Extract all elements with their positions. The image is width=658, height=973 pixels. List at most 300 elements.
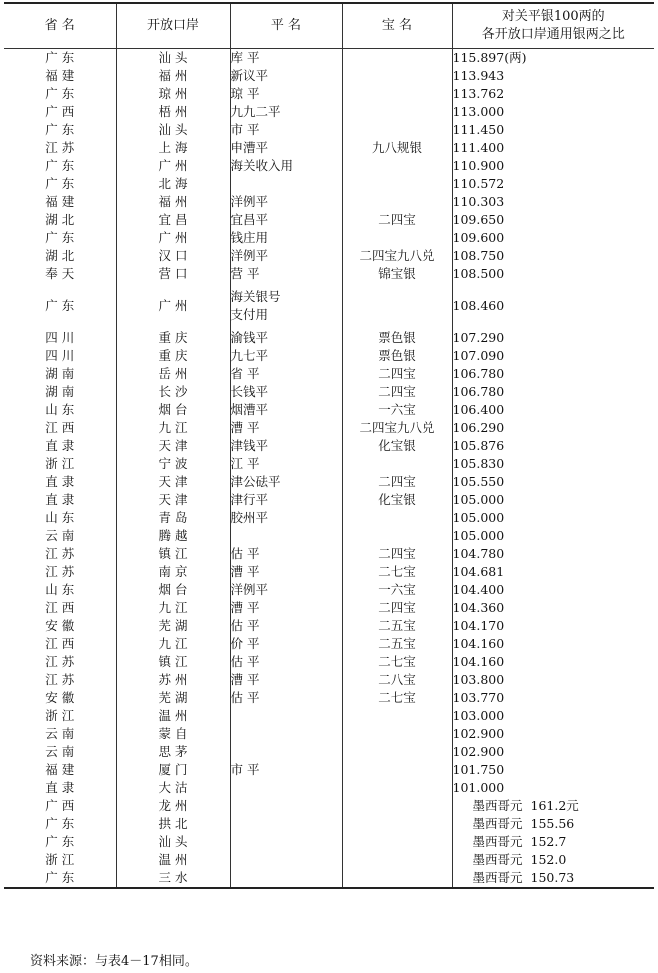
province-text: 云 南 xyxy=(45,744,75,759)
bao-cell xyxy=(342,193,452,211)
table-row xyxy=(4,635,654,653)
ping-cell xyxy=(230,103,342,121)
table-row xyxy=(4,455,654,473)
bao-cell xyxy=(342,509,452,527)
province-text: 湖 北 xyxy=(45,212,75,227)
ping-cell xyxy=(230,347,342,365)
header-ping: 平 名 xyxy=(230,3,342,49)
province-text: 福 建 xyxy=(45,194,75,209)
header-ratio-line1: 对关平银100两的 xyxy=(501,9,605,24)
ping-cell xyxy=(230,797,342,815)
table-row xyxy=(4,85,654,103)
province-cell xyxy=(4,671,116,689)
port-cell xyxy=(116,329,230,347)
table-row xyxy=(4,49,654,68)
province-cell xyxy=(4,283,116,329)
province-text: 云 南 xyxy=(45,726,75,741)
province-text: 福 建 xyxy=(45,68,75,83)
ratio-value-cell: 108.460 xyxy=(452,283,654,329)
province-cell xyxy=(4,211,116,229)
port-text: 九 江 xyxy=(158,420,188,435)
table-row xyxy=(4,779,654,797)
bao-cell: 票色银 xyxy=(342,329,452,347)
port-cell xyxy=(116,707,230,725)
ping-cell xyxy=(230,851,342,869)
port-text: 营 口 xyxy=(158,266,188,281)
bao-cell: 二四宝 xyxy=(342,545,452,563)
province-text: 广 东 xyxy=(45,86,75,101)
port-cell xyxy=(116,491,230,509)
port-cell xyxy=(116,743,230,761)
province-cell xyxy=(4,103,116,121)
table-row xyxy=(4,67,654,85)
province-cell xyxy=(4,121,116,139)
port-text: 北 海 xyxy=(158,176,188,191)
province-cell xyxy=(4,599,116,617)
province-text: 江 西 xyxy=(45,600,75,615)
ratio-value: 152.0 xyxy=(530,852,567,867)
header-province: 省 名 xyxy=(4,3,116,49)
province-text: 广 东 xyxy=(45,870,75,885)
bao-cell: 二七宝 xyxy=(342,689,452,707)
port-text: 大 沽 xyxy=(158,780,188,795)
bao-cell: 二八宝 xyxy=(342,671,452,689)
bao-cell xyxy=(342,49,452,68)
ping-cell xyxy=(230,401,342,419)
province-text: 广 东 xyxy=(45,176,75,191)
ratio-value: 152.7 xyxy=(530,834,567,849)
bao-cell: 锦宝银 xyxy=(342,265,452,283)
province-cell xyxy=(4,563,116,581)
province-cell xyxy=(4,67,116,85)
ratio-value-cell: 110.572 xyxy=(452,175,654,193)
province-text: 四 川 xyxy=(45,330,75,345)
ping-cell xyxy=(230,599,342,617)
ping-cell xyxy=(230,491,342,509)
province-cell xyxy=(4,797,116,815)
ping-cell xyxy=(230,329,342,347)
port-text: 广 州 xyxy=(158,230,188,245)
ratio-value-cell: 109.650 xyxy=(452,211,654,229)
province-text: 广 东 xyxy=(45,816,75,831)
port-cell xyxy=(116,833,230,851)
table-row xyxy=(4,509,654,527)
ping-cell xyxy=(230,85,342,103)
bao-cell: 二四宝 xyxy=(342,365,452,383)
table-row xyxy=(4,725,654,743)
ping-text: 九七平 xyxy=(230,348,269,363)
table-body xyxy=(4,49,654,889)
port-text: 天 津 xyxy=(158,438,188,453)
table-row xyxy=(4,869,654,888)
ping-text: 新议平 xyxy=(230,68,269,83)
province-cell xyxy=(4,815,116,833)
bao-cell xyxy=(342,121,452,139)
port-cell xyxy=(116,509,230,527)
port-text: 重 庆 xyxy=(158,348,188,363)
table-row xyxy=(4,689,654,707)
port-text: 温 州 xyxy=(158,852,188,867)
province-text: 浙 江 xyxy=(45,456,75,471)
ping-text: 漕 平 xyxy=(230,420,260,435)
port-cell xyxy=(116,347,230,365)
ping-text: 洋例平 xyxy=(230,248,269,263)
province-text: 四 川 xyxy=(45,348,75,363)
ratio-value-cell xyxy=(452,833,654,851)
ping-cell xyxy=(230,635,342,653)
ping-cell xyxy=(230,49,342,68)
ping-cell xyxy=(230,869,342,888)
port-text: 烟 台 xyxy=(158,582,188,597)
source-note: 资料来源：与表4－17相同。 xyxy=(30,954,198,969)
port-cell xyxy=(116,103,230,121)
port-cell xyxy=(116,725,230,743)
port-cell xyxy=(116,121,230,139)
ping-text: 省 平 xyxy=(230,366,260,381)
bao-cell: 化宝银 xyxy=(342,491,452,509)
province-text: 湖 南 xyxy=(45,384,75,399)
table-row xyxy=(4,175,654,193)
province-cell xyxy=(4,229,116,247)
province-cell xyxy=(4,265,116,283)
province-cell xyxy=(4,383,116,401)
port-cell xyxy=(116,545,230,563)
ratio-value-cell: 107.290 xyxy=(452,329,654,347)
table-row xyxy=(4,419,654,437)
port-text: 汕 头 xyxy=(158,122,188,137)
port-cell xyxy=(116,175,230,193)
province-cell xyxy=(4,707,116,725)
bao-cell xyxy=(342,725,452,743)
ratio-value-cell: 115.897(两) xyxy=(452,49,654,68)
bao-cell: 化宝银 xyxy=(342,437,452,455)
port-text: 梧 州 xyxy=(158,104,188,119)
port-text: 广 州 xyxy=(158,298,188,313)
province-cell xyxy=(4,175,116,193)
table-row xyxy=(4,365,654,383)
port-cell xyxy=(116,229,230,247)
table-row xyxy=(4,229,654,247)
port-text: 龙 州 xyxy=(158,798,188,813)
port-cell xyxy=(116,563,230,581)
ping-cell xyxy=(230,157,342,175)
ratio-value-cell: 105.550 xyxy=(452,473,654,491)
bao-cell: 二四宝九八兑 xyxy=(342,247,452,265)
bao-cell xyxy=(342,833,452,851)
bao-cell xyxy=(342,455,452,473)
ping-text: 琼 平 xyxy=(230,86,260,101)
table-header-row xyxy=(4,3,654,49)
bao-cell: 二四宝 xyxy=(342,211,452,229)
ratio-value-cell: 104.170 xyxy=(452,617,654,635)
port-cell xyxy=(116,869,230,888)
bao-cell: 二四宝 xyxy=(342,383,452,401)
province-cell xyxy=(4,437,116,455)
bao-cell xyxy=(342,103,452,121)
port-cell xyxy=(116,779,230,797)
port-cell xyxy=(116,157,230,175)
ping-cell xyxy=(230,455,342,473)
ratio-value-cell: 108.750 xyxy=(452,247,654,265)
ping-text: 海关银号 xyxy=(230,289,281,304)
province-text: 浙 江 xyxy=(45,852,75,867)
province-cell xyxy=(4,509,116,527)
ratio-value-cell: 113.000 xyxy=(452,103,654,121)
ratio-value-cell: 105.830 xyxy=(452,455,654,473)
province-cell xyxy=(4,833,116,851)
ping-text: 漕 平 xyxy=(230,672,260,687)
port-text: 蒙 自 xyxy=(158,726,188,741)
port-text: 广 州 xyxy=(158,158,188,173)
province-cell xyxy=(4,455,116,473)
ping-cell xyxy=(230,67,342,85)
ratio-value-cell: 108.500 xyxy=(452,265,654,283)
port-cell xyxy=(116,527,230,545)
port-text: 苏 州 xyxy=(158,672,188,687)
bao-cell xyxy=(342,283,452,329)
port-text: 腾 越 xyxy=(158,528,188,543)
table-row xyxy=(4,527,654,545)
province-text: 浙 江 xyxy=(45,708,75,723)
ping-cell xyxy=(230,761,342,779)
province-text: 江 西 xyxy=(45,420,75,435)
port-text: 思 茅 xyxy=(158,744,188,759)
table-row xyxy=(4,563,654,581)
port-cell xyxy=(116,265,230,283)
province-cell xyxy=(4,247,116,265)
port-cell xyxy=(116,419,230,437)
ratio-value-cell: 104.780 xyxy=(452,545,654,563)
port-cell xyxy=(116,635,230,653)
table-row xyxy=(4,581,654,599)
bao-cell xyxy=(342,67,452,85)
province-text: 直 隶 xyxy=(45,438,75,453)
table-row xyxy=(4,193,654,211)
ratio-value-cell: 103.800 xyxy=(452,671,654,689)
table-row xyxy=(4,247,654,265)
ping-text: 江 平 xyxy=(230,456,260,471)
province-text: 山 东 xyxy=(45,510,75,525)
ratio-value-cell: 111.400 xyxy=(452,139,654,157)
province-text: 云 南 xyxy=(45,528,75,543)
bao-cell: 二四宝 xyxy=(342,599,452,617)
port-cell xyxy=(116,247,230,265)
province-cell xyxy=(4,653,116,671)
table-row xyxy=(4,103,654,121)
ratio-value-cell: 105.000 xyxy=(452,527,654,545)
ratio-value-cell: 103.000 xyxy=(452,707,654,725)
bao-cell: 票色银 xyxy=(342,347,452,365)
port-cell xyxy=(116,49,230,68)
port-text: 三 水 xyxy=(158,870,188,885)
province-text: 湖 南 xyxy=(45,366,75,381)
province-text: 广 东 xyxy=(45,50,75,65)
ping-text: 价 平 xyxy=(230,636,260,651)
ratio-value-cell xyxy=(452,815,654,833)
port-text: 汉 口 xyxy=(158,248,188,263)
ping-text: 津公砝平 xyxy=(230,474,281,489)
ratio-value-cell: 104.360 xyxy=(452,599,654,617)
province-cell xyxy=(4,527,116,545)
bao-cell: 二七宝 xyxy=(342,563,452,581)
ping-cell xyxy=(230,383,342,401)
port-cell xyxy=(116,797,230,815)
ping-cell xyxy=(230,833,342,851)
province-cell xyxy=(4,779,116,797)
table-row xyxy=(4,401,654,419)
port-cell xyxy=(116,689,230,707)
province-cell xyxy=(4,365,116,383)
port-cell xyxy=(116,283,230,329)
table-row xyxy=(4,707,654,725)
province-cell xyxy=(4,347,116,365)
table-row xyxy=(4,743,654,761)
currency-label: 墨西哥元 xyxy=(472,852,523,867)
table-row xyxy=(4,833,654,851)
port-cell xyxy=(116,473,230,491)
bao-cell: 一六宝 xyxy=(342,401,452,419)
currency-label: 墨西哥元 xyxy=(472,870,523,885)
ratio-value: 155.56 xyxy=(530,816,575,831)
province-cell xyxy=(4,419,116,437)
port-cell xyxy=(116,211,230,229)
port-cell xyxy=(116,653,230,671)
province-text: 广 西 xyxy=(45,798,75,813)
ratio-value-cell: 104.681 xyxy=(452,563,654,581)
bao-cell xyxy=(342,851,452,869)
province-text: 山 东 xyxy=(45,582,75,597)
ratio-value-cell xyxy=(452,851,654,869)
port-cell xyxy=(116,437,230,455)
ping-cell xyxy=(230,815,342,833)
ratio-value-cell: 106.780 xyxy=(452,365,654,383)
port-cell xyxy=(116,67,230,85)
silver-ratio-table xyxy=(4,2,654,889)
port-text: 青 岛 xyxy=(158,510,188,525)
currency-label: 墨西哥元 xyxy=(472,816,523,831)
ratio-value-cell: 107.090 xyxy=(452,347,654,365)
ping-cell xyxy=(230,247,342,265)
province-cell xyxy=(4,193,116,211)
ping-text: 渝钱平 xyxy=(230,330,269,345)
table-row xyxy=(4,653,654,671)
province-text: 山 东 xyxy=(45,402,75,417)
table-row xyxy=(4,815,654,833)
table-row xyxy=(4,851,654,869)
ping-cell xyxy=(230,581,342,599)
ping-text: 宜昌平 xyxy=(230,212,269,227)
ping-cell xyxy=(230,265,342,283)
ping-cell xyxy=(230,743,342,761)
bao-cell: 二四宝 xyxy=(342,473,452,491)
province-cell xyxy=(4,761,116,779)
province-text: 江 苏 xyxy=(45,564,75,579)
port-text: 上 海 xyxy=(158,140,188,155)
ping-cell xyxy=(230,527,342,545)
table-row xyxy=(4,797,654,815)
ratio-value-cell: 106.290 xyxy=(452,419,654,437)
province-text: 江 苏 xyxy=(45,546,75,561)
ratio-value-cell: 105.000 xyxy=(452,491,654,509)
bao-cell: 一六宝 xyxy=(342,581,452,599)
province-text: 安 徽 xyxy=(45,618,75,633)
ping-text: 库 平 xyxy=(230,50,260,65)
table-row xyxy=(4,671,654,689)
header-ratio xyxy=(452,3,654,49)
bao-cell xyxy=(342,157,452,175)
ping-text: 钱庄用 xyxy=(230,230,269,245)
ratio-value-cell: 101.000 xyxy=(452,779,654,797)
port-text: 天 津 xyxy=(158,474,188,489)
ping-text: 市 平 xyxy=(230,122,260,137)
province-text: 广 东 xyxy=(45,298,75,313)
ping-text: 津行平 xyxy=(230,492,269,507)
ping-text: 估 平 xyxy=(230,690,260,705)
bao-cell xyxy=(342,779,452,797)
currency-label: 墨西哥元 xyxy=(472,798,523,813)
port-cell xyxy=(116,365,230,383)
port-cell xyxy=(116,139,230,157)
province-text: 直 隶 xyxy=(45,474,75,489)
port-text: 烟 台 xyxy=(158,402,188,417)
ping-cell xyxy=(230,473,342,491)
port-cell xyxy=(116,671,230,689)
ping-text: 海关收入用 xyxy=(230,158,294,173)
ping-cell xyxy=(230,563,342,581)
ping-cell xyxy=(230,139,342,157)
table-row xyxy=(4,491,654,509)
ping-cell xyxy=(230,725,342,743)
province-text: 广 东 xyxy=(45,122,75,137)
port-text: 天 津 xyxy=(158,492,188,507)
port-cell xyxy=(116,85,230,103)
bao-cell: 二七宝 xyxy=(342,653,452,671)
ping-text: 洋例平 xyxy=(230,582,269,597)
ping-text: 津钱平 xyxy=(230,438,269,453)
ping-text: 九九二平 xyxy=(230,104,281,119)
ratio-value-cell: 102.900 xyxy=(452,725,654,743)
port-cell xyxy=(116,193,230,211)
province-cell xyxy=(4,49,116,68)
port-text: 九 江 xyxy=(158,600,188,615)
port-cell xyxy=(116,383,230,401)
port-text: 镇 江 xyxy=(158,654,188,669)
header-ratio-line2: 各开放口岸通用银两之比 xyxy=(481,27,625,42)
ping-cell xyxy=(230,211,342,229)
ratio-value-cell: 104.160 xyxy=(452,635,654,653)
ratio-value-cell: 113.762 xyxy=(452,85,654,103)
ratio-value: 150.73 xyxy=(530,870,575,885)
ratio-value-cell: 103.770 xyxy=(452,689,654,707)
port-text: 汕 头 xyxy=(158,834,188,849)
ping-text: 营 平 xyxy=(230,266,260,281)
bao-cell xyxy=(342,707,452,725)
port-text: 芜 湖 xyxy=(158,690,188,705)
table-row xyxy=(4,437,654,455)
table-row xyxy=(4,121,654,139)
bao-cell: 二五宝 xyxy=(342,617,452,635)
ratio-value-cell: 110.303 xyxy=(452,193,654,211)
port-text: 汕 头 xyxy=(158,50,188,65)
table-row xyxy=(4,599,654,617)
bao-cell: 二四宝九八兑 xyxy=(342,419,452,437)
port-text: 拱 北 xyxy=(158,816,188,831)
ping-cell xyxy=(230,437,342,455)
port-text: 重 庆 xyxy=(158,330,188,345)
ping-text: 漕 平 xyxy=(230,564,260,579)
ping-text-line2: 支付用 xyxy=(230,307,269,322)
table-row xyxy=(4,329,654,347)
